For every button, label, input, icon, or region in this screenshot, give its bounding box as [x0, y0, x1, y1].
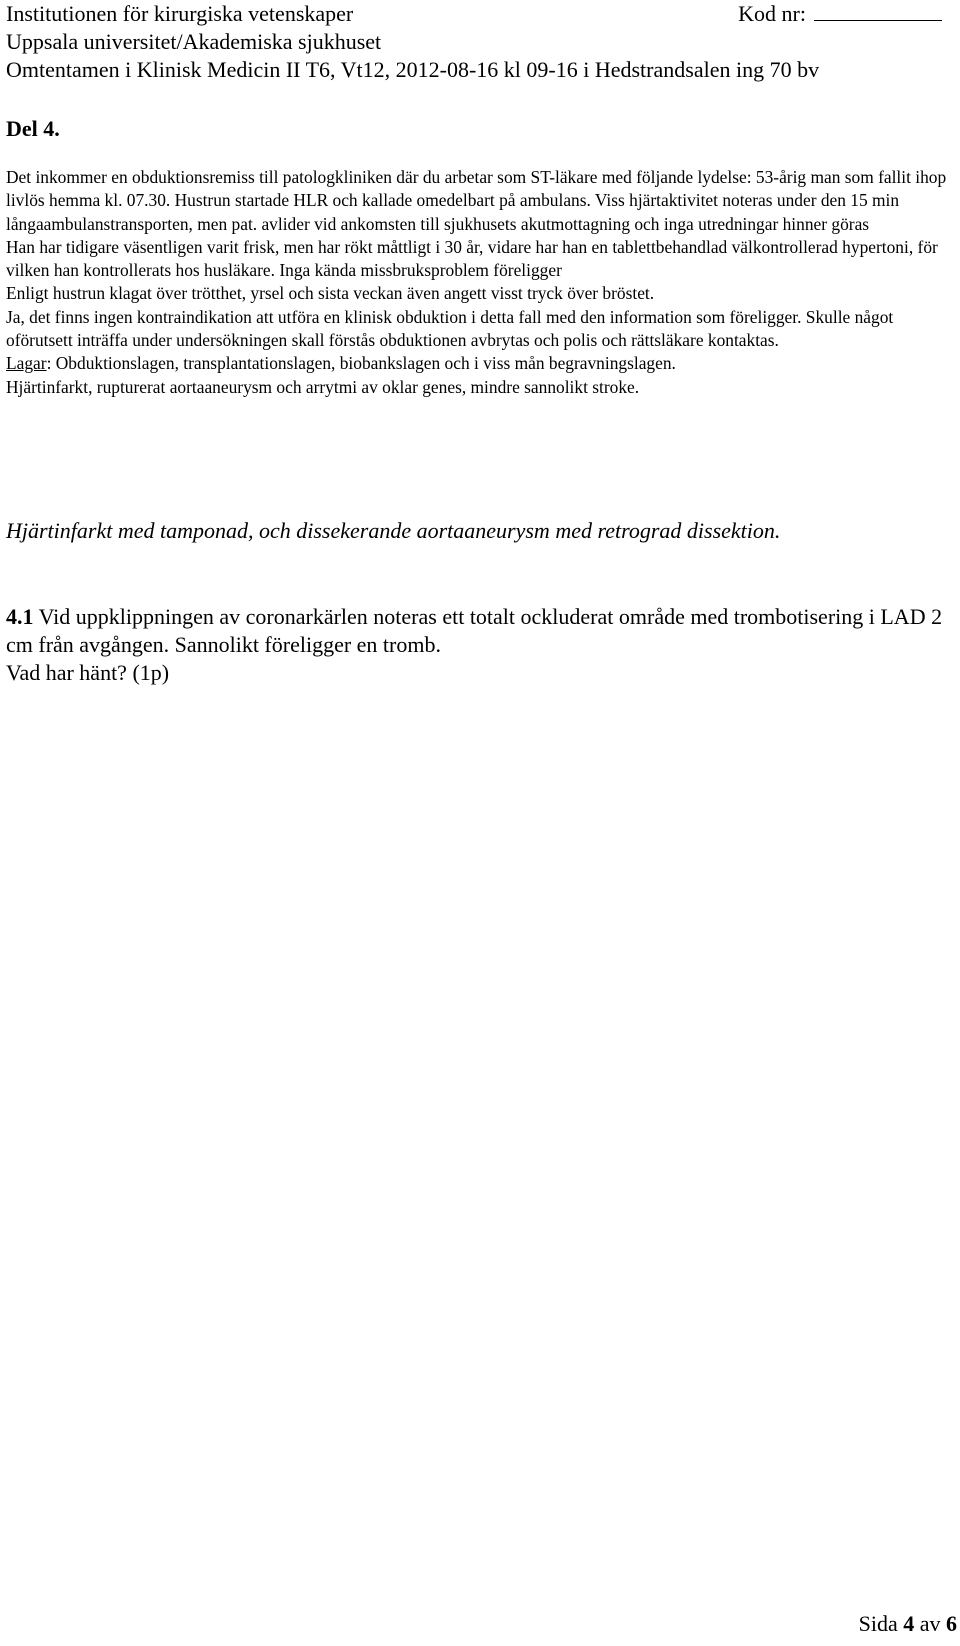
university-name: Uppsala universitet/Akademiska sjukhuset — [6, 29, 382, 54]
question-4-1 — [6, 603, 950, 687]
question-text — [6, 603, 950, 659]
conclusion-text: Hjärtinfarkt med tamponad, och dissekerande aortaaneurysm med retrograd dissektion. — [6, 518, 781, 543]
case-paragraph-history: Han har tidigare väsentligen varit frisk, men har rökt måttligt i 30 år, vidare har han en tablettbehandlad välkontrollerad hypertoni, för vilken han kontrollerats hos husläkare. Inga kända missbruksproblem föreligger — [6, 236, 938, 281]
code-blank-line[interactable] — [814, 0, 942, 21]
case-paragraph-differential: Hjärtinfarkt, rupturerat aortaaneurysm och arrytmi av oklar genes, mindre sannolikt stroke. — [6, 376, 640, 397]
page-footer — [859, 1611, 957, 1637]
footer-page-number: 4 — [903, 1611, 915, 1636]
case-description — [6, 166, 950, 399]
case-paragraph-symptoms: Enligt hustrun klagat över trötthet, yrsel och sista veckan även angett visst tryck över bröstet. — [6, 283, 655, 304]
institution-name: Institutionen för kirurgiska vetenskaper — [6, 1, 354, 26]
case-paragraph-laws — [6, 352, 950, 375]
exam-info: Omtentamen i Klinisk Medicin II T6, Vt12, 2012-08-16 kl 09-16 i Hedstrandsalen ing 70 bv — [6, 57, 820, 82]
question-number: 4.1 — [6, 604, 34, 629]
section-title: Del 4. — [6, 116, 60, 141]
footer-av: av — [919, 1611, 941, 1636]
laws-label: Lagar — [6, 353, 47, 374]
header-line-1 — [6, 0, 942, 28]
code-field — [738, 0, 942, 28]
page-header — [6, 0, 942, 84]
question-body: Vid uppklippningen av coronarkärlen noteras ett totalt ockluderat område med trombotisering i LAD 2 cm från avgången. Sannolikt föreligger en tromb. — [6, 604, 943, 657]
case-paragraph-referral: Det inkommer en obduktionsremiss till patologkliniken där du arbetar som ST-läkare med följande lydelse: 53-årig man som fallit ihop livlös hemma kl. 07.30. Hustrun startade HLR och kallade omedelbart på ambulans. Viss hjärtaktivitet noteras under den 15 min långaambulanstransporten, men pat. avlider vid ankomsten till sjukhusets akutmottagning och inga utredningar hinner göras — [6, 167, 947, 234]
question-prompt: Vad har hänt? (1p) — [6, 660, 170, 685]
case-paragraph-indication: Ja, det finns ingen kontraindikation att utföra en klinisk obduktion i detta fall med den information som föreligger. Skulle något oförutsett inträffa under undersökningen skall förstås obduktionen avbrytas och polis och rättsläkare kontaktas. — [6, 306, 894, 351]
code-label: Kod nr: — [738, 1, 806, 26]
footer-sida: Sida — [858, 1611, 898, 1636]
footer-total-pages: 6 — [946, 1611, 957, 1636]
laws-text: : Obduktionslagen, transplantationslagen, biobankslagen och i viss mån begravningslagen. — [46, 353, 676, 374]
